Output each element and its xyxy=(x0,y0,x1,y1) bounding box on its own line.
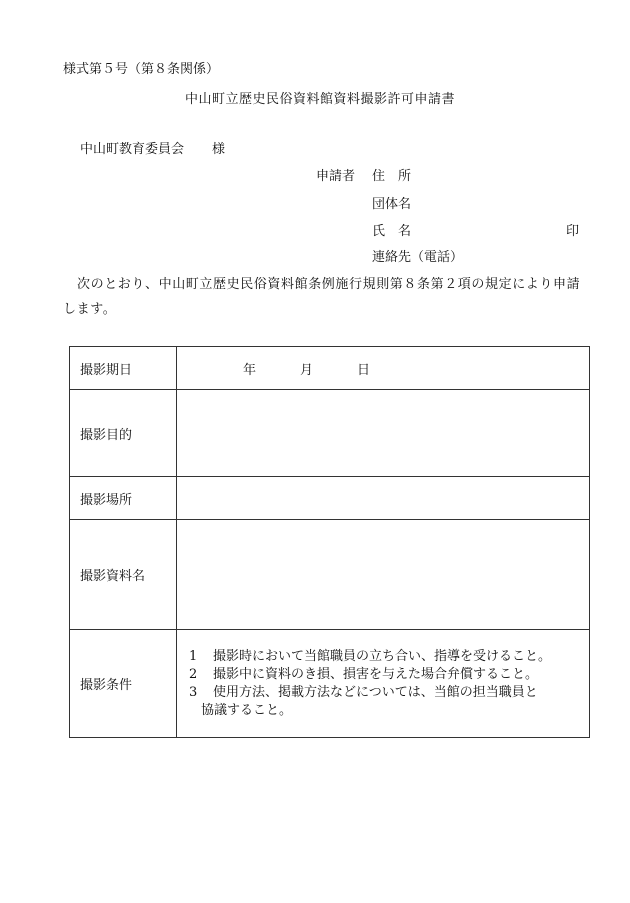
condition-number: 3 xyxy=(189,684,198,700)
condition-text: 撮影時において当館職員の立ち合い、指導を受けること。 xyxy=(213,648,552,664)
addressee xyxy=(80,138,225,157)
addressee-honorific: 様 xyxy=(212,142,226,157)
condition-item xyxy=(189,666,585,684)
name-label: 氏 名 xyxy=(372,224,412,239)
table-row xyxy=(70,630,590,738)
table-row xyxy=(70,390,590,477)
conditions-label: 撮影条件 xyxy=(70,630,177,738)
contact-label: 連絡先（電話） xyxy=(372,250,464,265)
applicant-label: 申請者 xyxy=(316,169,356,184)
condition-continuation: 協議すること。 xyxy=(201,702,293,718)
purpose-field[interactable] xyxy=(177,390,590,477)
condition-number: 2 xyxy=(189,666,198,682)
application-form-table xyxy=(69,346,590,738)
materials-label: 撮影資料名 xyxy=(70,520,177,630)
location-label: 撮影場所 xyxy=(70,477,177,520)
day-unit: 日 xyxy=(357,362,371,378)
table-row xyxy=(70,520,590,630)
address-label: 住 所 xyxy=(372,169,412,184)
form-number: 様式第５号（第８条関係） xyxy=(63,62,220,77)
materials-field[interactable] xyxy=(177,520,590,630)
condition-text: 使用方法、掲載方法などについては、当館の担当職員と xyxy=(213,684,538,700)
organization-label: 団体名 xyxy=(372,197,412,212)
condition-text: 撮影中に資料のき損、損害を与えた場合弁償すること。 xyxy=(213,666,539,682)
condition-number: 1 xyxy=(189,648,198,664)
table-row xyxy=(70,477,590,520)
location-field[interactable] xyxy=(177,477,590,520)
condition-item xyxy=(189,684,585,702)
addressee-name: 中山町教育委員会 xyxy=(80,142,185,157)
table-row xyxy=(70,347,590,390)
conditions-list xyxy=(177,630,590,738)
document-title: 中山町立歴史民俗資料館資料撮影許可申請書 xyxy=(185,92,456,107)
month-unit: 月 xyxy=(300,362,314,378)
condition-item xyxy=(189,648,585,666)
seal-mark: 印 xyxy=(566,224,580,239)
year-unit: 年 xyxy=(243,362,257,378)
date-label: 撮影期日 xyxy=(70,347,177,390)
date-field[interactable] xyxy=(177,347,590,390)
application-statement: 次のとおり、中山町立歴史民俗資料館条例施行規則第８条第２項の規定により申請します。 xyxy=(63,277,581,317)
purpose-label: 撮影目的 xyxy=(70,390,177,477)
